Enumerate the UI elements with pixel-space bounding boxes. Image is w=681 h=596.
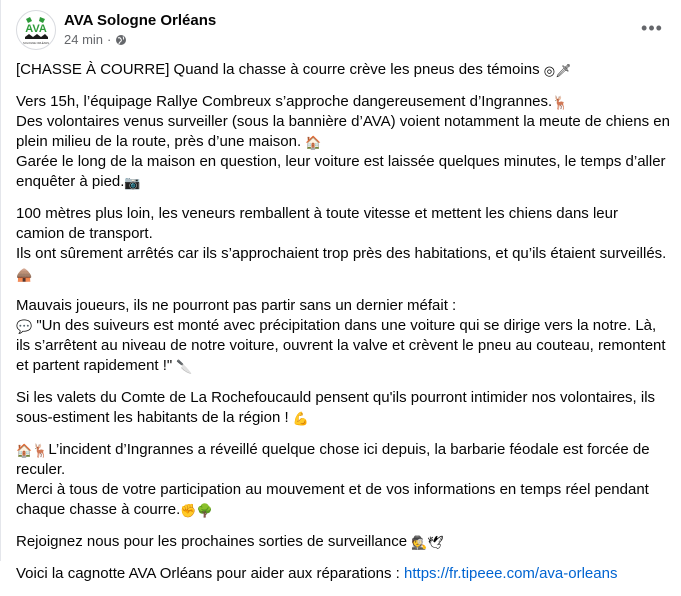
raised-fist-icon: ✊ <box>180 503 197 518</box>
blade-icon: 🔪 <box>176 359 193 374</box>
fundraiser-link[interactable]: https://fr.tipeee.com/ava-orleans <box>404 565 618 582</box>
ava-logo-icon <box>17 11 55 49</box>
muscle-icon: 💪 <box>292 411 310 426</box>
svg-text:SOLOGNE ORLÉANS: SOLOGNE ORLÉANS <box>23 42 49 45</box>
paragraph-warning: Si les valets du Comte de La Rochefoucauld pensent qu'ils pourront intimider nos volontaires, ils sous-estiment les habitants de la région ! 💪 <box>16 389 656 426</box>
globe-icon[interactable] <box>115 34 127 46</box>
post-header <box>16 10 666 50</box>
knife-icon: 🗡 <box>555 63 572 78</box>
avatar[interactable] <box>16 10 56 50</box>
paragraph-title: [CHASSE À COURRE] Quand la chasse à courre crève les pneus des témoins ◎🗡 <box>16 61 572 78</box>
more-options-button[interactable] <box>638 14 666 42</box>
paragraph-retreat: 100 mètres plus loin, les veneurs remballent à toute vitesse et mettent les chiens dans leur camion de transport. Ils ont sûrement arrêtés car ils s’approchaient trop près des habitations, et qu’ils étaient surveillés. 🛖 <box>16 205 667 282</box>
post-body <box>16 60 670 596</box>
camera-icon: 📷 <box>124 175 141 190</box>
paragraph-fundraiser: Voici la cagnotte AVA Orléans pour aider aux réparations : https://fr.tipeee.com/ava-orleans <box>16 565 618 582</box>
paragraph-join: Rejoignez nous pour les prochaines sorties de surveillance 🕵🕊 <box>16 533 444 550</box>
tree-icon: 🌳 <box>196 503 213 518</box>
hut-icon: 🛖 <box>16 267 33 282</box>
paragraph-thanks: 🏠🦌L’incident d’Ingrannes a réveillé quelque chose ici depuis, la barbarie féodale est forcée de reculer. Merci à tous de votre participation au mouvement et de vos informations en temps réel pendant chaque chasse à courre.✊🌳 <box>16 441 650 518</box>
deer-icon: 🦌 <box>552 95 569 110</box>
paragraph-situation: Vers 15h, l’équipage Rallye Combreux s’approche dangereusement d’Ingrannes.🦌 Des volontaires venus surveiller (sous la bannière d’AVA) voient notamment la meute de chiens en plein milieu de la route, près d’une maison. 🏠 Garée le long de la maison en question, leur voiture est laissée quelques minutes, le temps d’aller enquêter à pied.📷 <box>16 93 670 190</box>
speech-bubble-icon: 💬 <box>16 319 33 334</box>
post-time[interactable]: 24 min <box>64 32 104 47</box>
meta-separator: · <box>107 32 112 47</box>
house-icon: 🏠 <box>16 443 33 458</box>
more-horizontal-icon: ••• <box>641 17 663 38</box>
deer-icon: 🦌 <box>32 443 49 458</box>
dove-icon: 🕊 <box>427 535 444 550</box>
page-name[interactable]: AVA Sologne Orléans <box>64 12 217 29</box>
detective-icon: 🕵 <box>411 535 428 550</box>
paragraph-misdeed: Mauvais joueurs, ils ne pourront pas partir sans un dernier méfait : 💬 "Un des suiveurs est monté avec précipitation dans une voiture qui se dirige vers la notre. Là, ils s’arrêtent au niveau de notre voiture, ouvrent la valve et crèvent le pneu au couteau, remontent et partent rapidement !" 🔪 <box>16 297 666 374</box>
house-icon: 🏠 <box>305 135 322 150</box>
svg-text:AVA: AVA <box>25 23 47 35</box>
tire-icon: ◎ <box>543 63 556 78</box>
card-left-border <box>0 0 1 561</box>
post-meta <box>64 32 127 47</box>
